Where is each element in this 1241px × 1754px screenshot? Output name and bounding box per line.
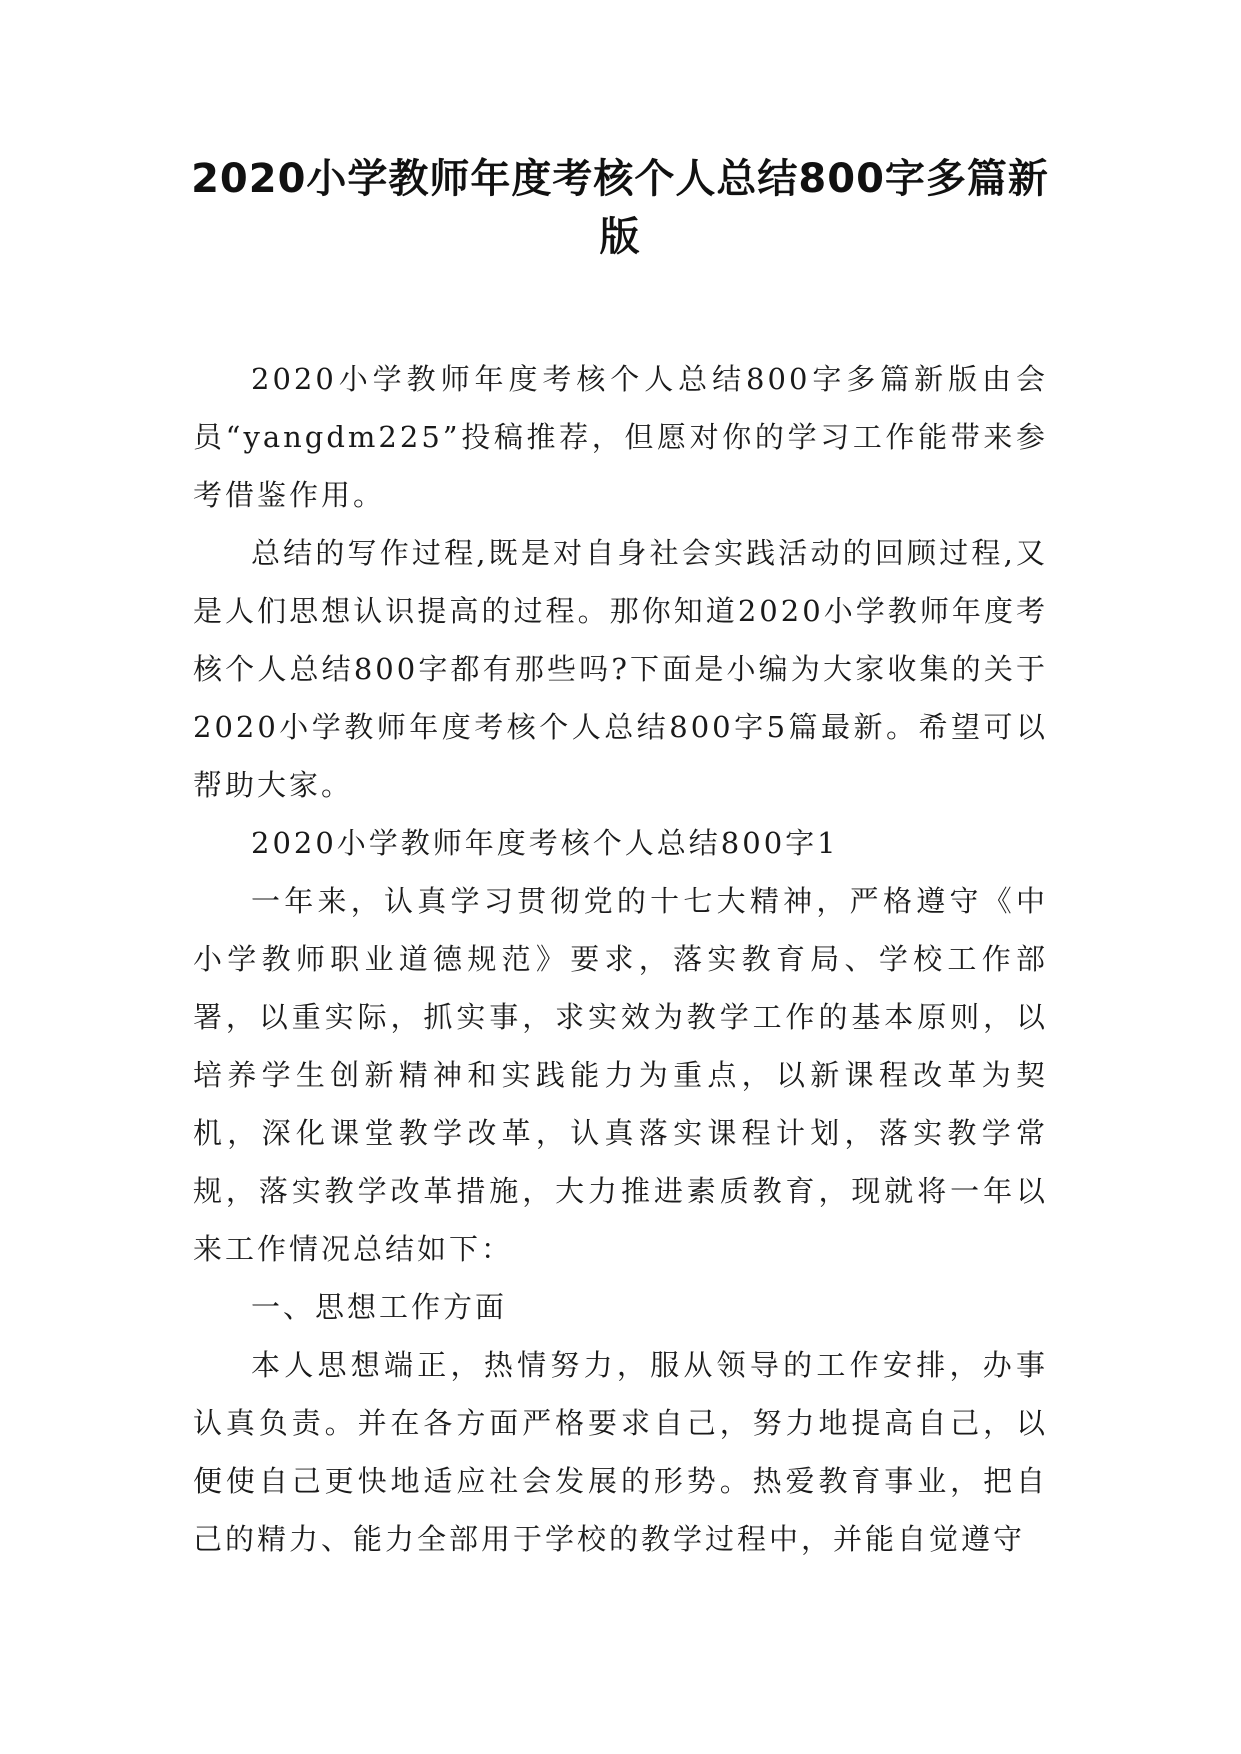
subsection-heading: 一、思想工作方面 — [251, 1290, 508, 1324]
body-paragraph: 本人思想端正，热情努力，服从领导的工作安排，办事认真负责。并在各方面严格要求自己，努力地提高自己，以便使自己更快地适应社会发展的形势。热爱教育事业，把自己的精力、能力全部用于学校的教学过程中，并能自觉遵守 — [193, 1348, 1048, 1556]
document-title: 2020小学教师年度考核个人总结800字多篇新版 — [191, 156, 1049, 260]
section-heading: 2020小学教师年度考核个人总结800字1 — [251, 826, 839, 860]
document-body — [193, 350, 1048, 1568]
intro-paragraph: 2020小学教师年度考核个人总结800字多篇新版由会员“yangdm225”投稿推荐，但愿对你的学习工作能带来参考借鉴作用。 — [193, 362, 1048, 512]
summary-paragraph: 一年来，认真学习贯彻党的十七大精神，严格遵守《中小学教师职业道德规范》要求，落实教育局、学校工作部署，以重实际，抓实事，求实效为教学工作的基本原则，以培养学生创新精神和实践能力为重点，以新课程改革为契机，深化课堂教学改革，认真落实课程计划，落实教学常规，落实教学改革措施，大力推进素质教育，现就将一年以来工作情况总结如下： — [193, 884, 1048, 1266]
overview-paragraph: 总结的写作过程,既是对自身社会实践活动的回顾过程,又是人们思想认识提高的过程。那你知道2020小学教师年度考核个人总结800字都有那些吗?下面是小编为大家收集的关于2020小学教师年度考核个人总结800字5篇最新。希望可以帮助大家。 — [193, 536, 1048, 802]
